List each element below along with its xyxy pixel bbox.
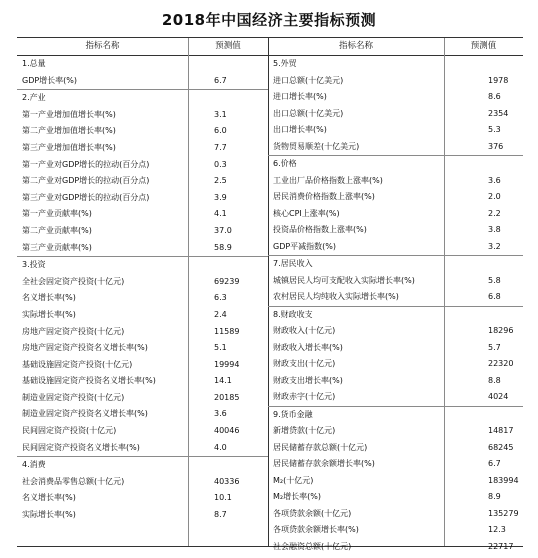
- indicator-value: 2.0: [488, 192, 501, 201]
- indicator-name: 基础设施固定资产投资(十亿元): [22, 359, 133, 369]
- indicator-value: 3.6: [488, 175, 501, 185]
- right-column: [268, 56, 523, 555]
- section-heading-row: [17, 457, 268, 474]
- indicator-value: 8.6: [488, 92, 501, 101]
- table-row: [268, 139, 523, 156]
- table-row: [17, 307, 268, 324]
- indicator-value: 5.3: [488, 125, 501, 134]
- table-section: [17, 457, 268, 523]
- table-row: [17, 240, 268, 257]
- section-heading-row: [268, 56, 523, 73]
- indicator-name: 农村居民人均纯收入实际增长率(%): [273, 292, 399, 301]
- section-heading-row: [268, 156, 523, 173]
- section-heading-row: [268, 256, 523, 273]
- indicator-table: [17, 37, 523, 551]
- table-title: 2018年中国经济主要指标预测: [161, 11, 377, 29]
- indicator-name: 房地产固定资产投资名义增长率(%): [22, 343, 148, 353]
- indicator-value: 4024: [488, 392, 509, 401]
- indicator-value: 376: [488, 141, 504, 151]
- table-row: [268, 239, 523, 256]
- indicator-name: 货物贸易顺差(十亿美元): [273, 141, 360, 151]
- table-row: [268, 206, 523, 223]
- section-heading: 2.产业: [22, 93, 46, 103]
- indicator-value: 135279: [488, 508, 519, 518]
- table-row: [17, 223, 268, 240]
- table-section: [268, 407, 523, 556]
- indicator-value: 8.7: [214, 510, 227, 520]
- indicator-value: 8.9: [488, 492, 501, 501]
- indicator-value: 18296: [488, 326, 514, 335]
- indicator-name: 居民储蓄存款余额增长率(%): [273, 459, 375, 468]
- table-section: [17, 90, 268, 257]
- left-header-value: 预测值: [215, 41, 241, 51]
- indicator-value: 4.0: [214, 442, 227, 452]
- indicator-value: 58.9: [214, 242, 232, 252]
- table-row: [17, 107, 268, 124]
- indicator-value: 3.1: [214, 109, 227, 119]
- section-heading: 1.总量: [22, 59, 46, 68]
- table-row: [17, 507, 268, 524]
- indicator-name: 全社会固定资产投资(十亿元): [22, 276, 125, 286]
- indicator-name: 第三产业对GDP增长的拉动(百分点): [22, 192, 150, 202]
- table-row: [268, 489, 523, 506]
- indicator-value: 1978: [488, 75, 509, 85]
- indicator-value: 5.8: [488, 275, 501, 285]
- indicator-name: 投资品价格指数上涨率(%): [273, 225, 367, 234]
- indicator-value: 3.9: [214, 192, 227, 202]
- table-row: [268, 440, 523, 457]
- indicator-value: 22717: [488, 541, 514, 551]
- table-row: [268, 106, 523, 123]
- indicator-name: 第一产业对GDP增长的拉动(百分点): [22, 159, 150, 169]
- table-row: [268, 73, 523, 90]
- section-heading-row: [17, 56, 268, 73]
- table-row: [268, 373, 523, 390]
- indicator-value: 19994: [214, 359, 240, 369]
- left-header-name: 指标名称: [85, 41, 120, 51]
- indicator-value: 2354: [488, 108, 509, 118]
- indicator-value: 10.1: [214, 493, 232, 503]
- table-row: [268, 539, 523, 556]
- section-heading-row: [17, 257, 268, 274]
- table-row: [268, 506, 523, 523]
- indicator-name: GDP增长率(%): [22, 75, 78, 85]
- indicator-name: 实际增长率(%): [22, 309, 76, 319]
- table-row: [17, 373, 268, 390]
- indicator-value: 8.8: [488, 375, 501, 385]
- table-row: [17, 157, 268, 174]
- indicator-value: 5.7: [488, 342, 501, 352]
- right-header-value: 预测值: [470, 41, 497, 51]
- indicator-name: 制造业固定资产投资(十亿元): [22, 392, 125, 402]
- table-section: [268, 307, 523, 407]
- indicator-name: 新增贷款(十亿元): [273, 426, 336, 435]
- indicator-name: 第二产业增加值增长率(%): [22, 126, 116, 136]
- section-heading: 5.外贸: [273, 59, 297, 68]
- indicator-name: 财政收入(十亿元): [273, 326, 336, 335]
- table-section: [17, 56, 268, 90]
- indicator-name: 第三产业增加值增长率(%): [22, 142, 116, 152]
- table-row: [268, 289, 523, 306]
- table-row: [17, 440, 268, 457]
- table-row: [268, 222, 523, 239]
- table-section: [268, 156, 523, 256]
- indicator-value: 12.3: [488, 525, 506, 534]
- indicator-value: 2.2: [488, 208, 501, 218]
- indicator-value: 3.8: [488, 225, 501, 234]
- indicator-name: M₂增长率(%): [273, 492, 321, 501]
- indicator-name: 社会消费品零售总额(十亿元): [22, 476, 125, 486]
- indicator-name: 各项贷款余额(十亿元): [273, 508, 352, 518]
- indicator-name: 财政支出(十亿元): [273, 359, 336, 368]
- table-row: [268, 323, 523, 340]
- table-header-row: [17, 38, 523, 56]
- table-row: [17, 406, 268, 423]
- table-row: [17, 357, 268, 374]
- indicator-name: 基础设施固定资产投资名义增长率(%): [22, 376, 156, 386]
- indicator-name: 第一产业增加值增长率(%): [22, 109, 116, 119]
- table-row: [268, 389, 523, 406]
- indicator-name: GDP平减指数(%): [273, 241, 337, 251]
- table-row: [268, 122, 523, 139]
- indicator-name: 出口总额(十亿美元): [273, 108, 344, 118]
- indicator-name: 居民储蓄存款总额(十亿元): [273, 442, 368, 452]
- table-row: [17, 390, 268, 407]
- section-heading-row: [17, 90, 268, 107]
- indicator-value: 6.0: [214, 126, 227, 136]
- indicator-name: 第二产业贡献率(%): [22, 225, 92, 235]
- indicator-name: 第一产业贡献率(%): [22, 209, 92, 219]
- table-row: [17, 324, 268, 341]
- indicator-value: 6.7: [488, 459, 501, 468]
- table-section: [17, 257, 268, 457]
- indicator-value: 6.7: [214, 75, 227, 85]
- section-heading: 9.货币金融: [273, 409, 313, 419]
- indicator-value: 4.1: [214, 209, 227, 219]
- indicator-name: 民间固定资产投资(十亿元): [22, 426, 117, 436]
- indicator-name: 进口增长率(%): [273, 92, 327, 101]
- indicator-value: 6.8: [488, 292, 501, 301]
- indicator-value: 40046: [214, 426, 240, 436]
- table-row: [17, 490, 268, 507]
- indicator-value: 2.5: [214, 176, 227, 186]
- indicator-value: 3.2: [488, 241, 501, 251]
- indicator-name: 居民消费价格指数上涨率(%): [273, 192, 375, 201]
- indicator-name: 各项贷款余额增长率(%): [273, 525, 359, 534]
- table-row: [17, 474, 268, 491]
- indicator-name: 制造业固定资产投资名义增长率(%): [22, 409, 148, 419]
- table-row: [268, 340, 523, 357]
- indicator-name: 第三产业贡献率(%): [22, 242, 92, 252]
- indicator-name: 出口增长率(%): [273, 125, 327, 134]
- indicator-name: 名义增长率(%): [22, 493, 76, 503]
- indicator-value: 3.6: [214, 409, 227, 419]
- table-row: [17, 123, 268, 140]
- indicator-name: 房地产固定资产投资(十亿元): [22, 326, 125, 336]
- indicator-value: 22320: [488, 359, 514, 368]
- table-row: [268, 273, 523, 290]
- table-row: [17, 274, 268, 291]
- indicator-name: 工业出厂品价格指数上涨率(%): [273, 175, 383, 185]
- right-header-name: 指标名称: [338, 41, 373, 51]
- indicator-value: 183994: [488, 475, 519, 485]
- section-heading-row: [268, 407, 523, 424]
- table-row: [17, 423, 268, 440]
- table-row: [268, 522, 523, 539]
- indicator-name: 第二产业对GDP增长的拉动(百分点): [22, 176, 150, 186]
- table-row: [17, 173, 268, 190]
- indicator-value: 20185: [214, 392, 240, 402]
- table-section: [268, 56, 523, 156]
- table-row: [268, 473, 523, 490]
- table-row: [17, 73, 268, 90]
- table-row: [268, 89, 523, 106]
- section-heading-row: [268, 307, 523, 324]
- indicator-name: 核心CPI上涨率(%): [273, 208, 340, 218]
- indicator-value: 5.1: [214, 343, 227, 353]
- table-row: [268, 423, 523, 440]
- section-heading: 6.价格: [273, 159, 297, 168]
- table-row: [17, 140, 268, 157]
- indicator-value: 7.7: [214, 142, 227, 152]
- indicator-value: 14817: [488, 426, 514, 435]
- indicator-name: M₂(十亿元): [273, 475, 314, 485]
- table-section: [268, 256, 523, 307]
- table-row: [17, 340, 268, 357]
- indicator-value: 40336: [214, 476, 240, 486]
- table-row: [268, 189, 523, 206]
- indicator-name: 名义增长率(%): [22, 293, 76, 303]
- section-heading: 3.投资: [22, 260, 46, 270]
- indicator-name: 财政赤字(十亿元): [273, 392, 336, 401]
- section-heading: 7.居民收入: [273, 259, 313, 268]
- section-heading: 8.财政收支: [273, 309, 313, 319]
- table-row: [17, 190, 268, 207]
- table-row: [17, 290, 268, 307]
- indicator-value: 14.1: [214, 376, 232, 386]
- indicator-name: 城镇居民人均可支配收入实际增长率(%): [273, 275, 415, 285]
- section-heading: 4.消费: [22, 460, 46, 470]
- indicator-value: 0.3: [214, 159, 227, 169]
- indicator-value: 2.4: [214, 309, 227, 319]
- indicator-name: 民间固定资产投资名义增长率(%): [22, 442, 140, 452]
- indicator-name: 进口总额(十亿美元): [273, 75, 344, 85]
- indicator-value: 6.3: [214, 293, 227, 303]
- table-row: [268, 456, 523, 473]
- indicator-value: 69239: [214, 276, 240, 286]
- left-column: [17, 56, 268, 524]
- indicator-value: 11589: [214, 326, 240, 336]
- indicator-name: 实际增长率(%): [22, 510, 76, 520]
- table-row: [17, 206, 268, 223]
- indicator-name: 社会融资总额(十亿元): [273, 541, 352, 551]
- table-row: [268, 356, 523, 373]
- indicator-name: 财政收入增长率(%): [273, 342, 343, 352]
- indicator-value: 68245: [488, 442, 514, 452]
- indicator-name: 财政支出增长率(%): [273, 375, 343, 385]
- indicator-value: 37.0: [214, 225, 232, 235]
- table-row: [268, 173, 523, 190]
